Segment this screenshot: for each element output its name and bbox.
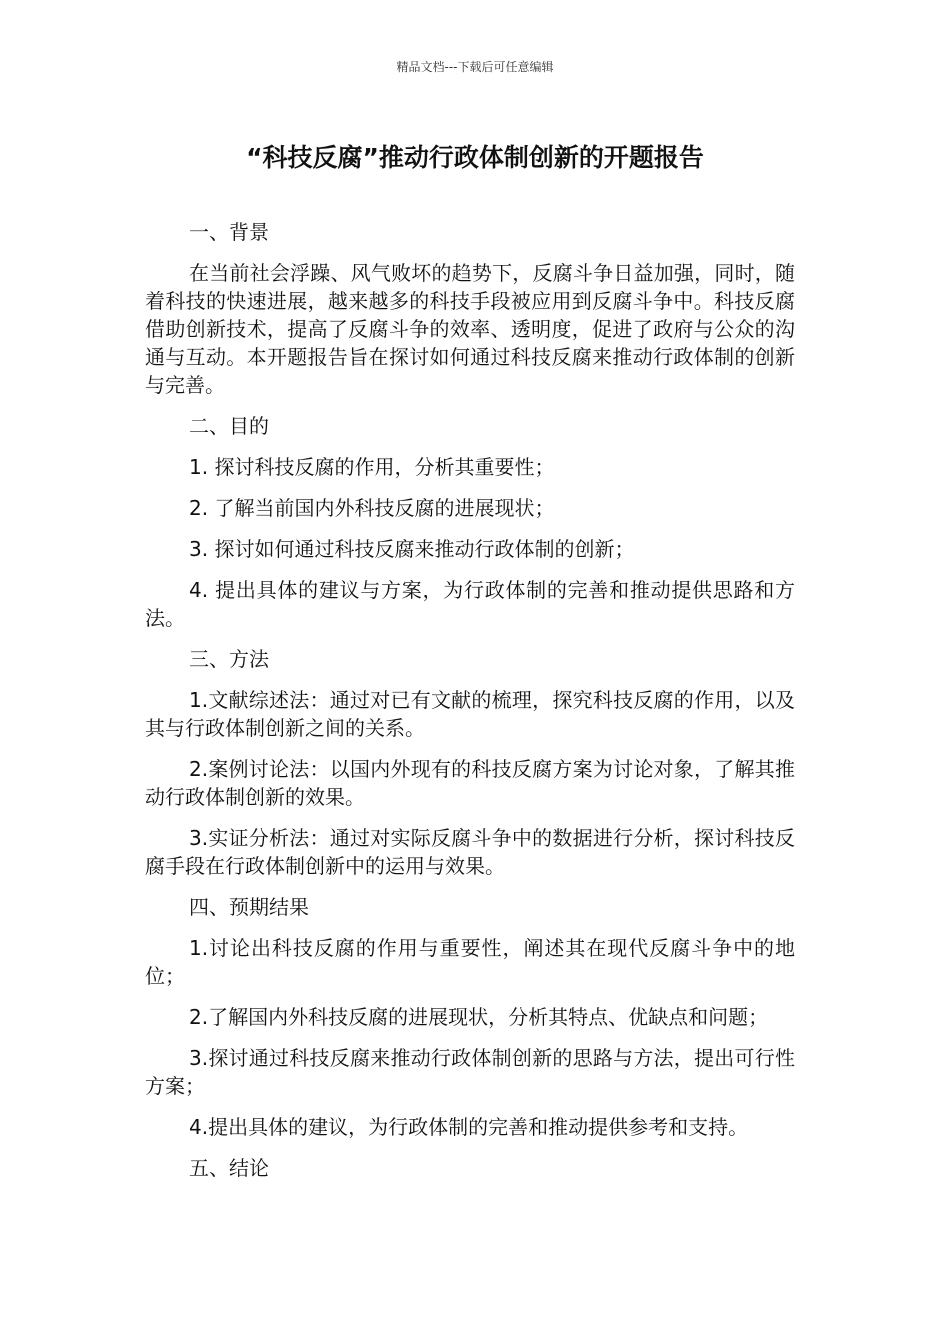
method-item: 1.文献综述法：通过对已有文献的梳理，探究科技反腐的作用，以及其与行政体制创新之间的关系。 — [145, 688, 795, 740]
method-item: 3.实证分析法：通过对实际反腐斗争中的数据进行分析，探讨科技反腐手段在行政体制创新中的运用与效果。 — [145, 826, 795, 878]
page-header-note: 精品文档---下载后可任意编辑 — [396, 60, 554, 74]
section-heading-expected-results: 四、预期结果 — [189, 895, 309, 919]
expected-result-item: 1.讨论出科技反腐的作用与重要性，阐述其在现代反腐斗争中的地位； — [145, 936, 795, 988]
section-heading-conclusion: 五、结论 — [189, 1156, 269, 1180]
section-heading-background: 一、背景 — [189, 220, 269, 244]
expected-result-item: 2.了解国内外科技反腐的进展现状，分析其特点、优缺点和问题； — [189, 1005, 769, 1029]
purpose-item: 2. 了解当前国内外科技反腐的进展现状； — [189, 496, 555, 520]
document-body — [145, 218, 795, 1195]
purpose-item: 3. 探讨如何通过科技反腐来推动行政体制的创新； — [189, 537, 635, 561]
purpose-item: 4. 提出具体的建议与方案，为行政体制的完善和推动提供思路和方法。 — [145, 578, 795, 630]
purpose-item: 1. 探讨科技反腐的作用，分析其重要性； — [189, 455, 555, 479]
background-paragraph: 在当前社会浮躁、风气败坏的趋势下，反腐斗争日益加强，同时，随着科技的快速进展，越来越多的科技手段被应用到反腐斗争中。科技反腐借助创新技术，提高了反腐斗争的效率、透明度，促进了政府与公众的沟通与互动。本开题报告旨在探讨如何通过科技反腐来推动行政体制的创新与完善。 — [145, 261, 795, 397]
document-title: “科技反腐”推动行政体制创新的开题报告 — [246, 143, 704, 172]
expected-result-item: 4.提出具体的建议，为行政体制的完善和推动提供参考和支持。 — [189, 1115, 749, 1139]
expected-result-item: 3.探讨通过科技反腐来推动行政体制创新的思路与方法，提出可行性方案； — [145, 1046, 795, 1098]
section-heading-methods: 三、方法 — [189, 647, 269, 671]
section-heading-purpose: 二、目的 — [189, 414, 269, 438]
method-item: 2.案例讨论法：以国内外现有的科技反腐方案为讨论对象，了解其推动行政体制创新的效果。 — [145, 757, 795, 809]
